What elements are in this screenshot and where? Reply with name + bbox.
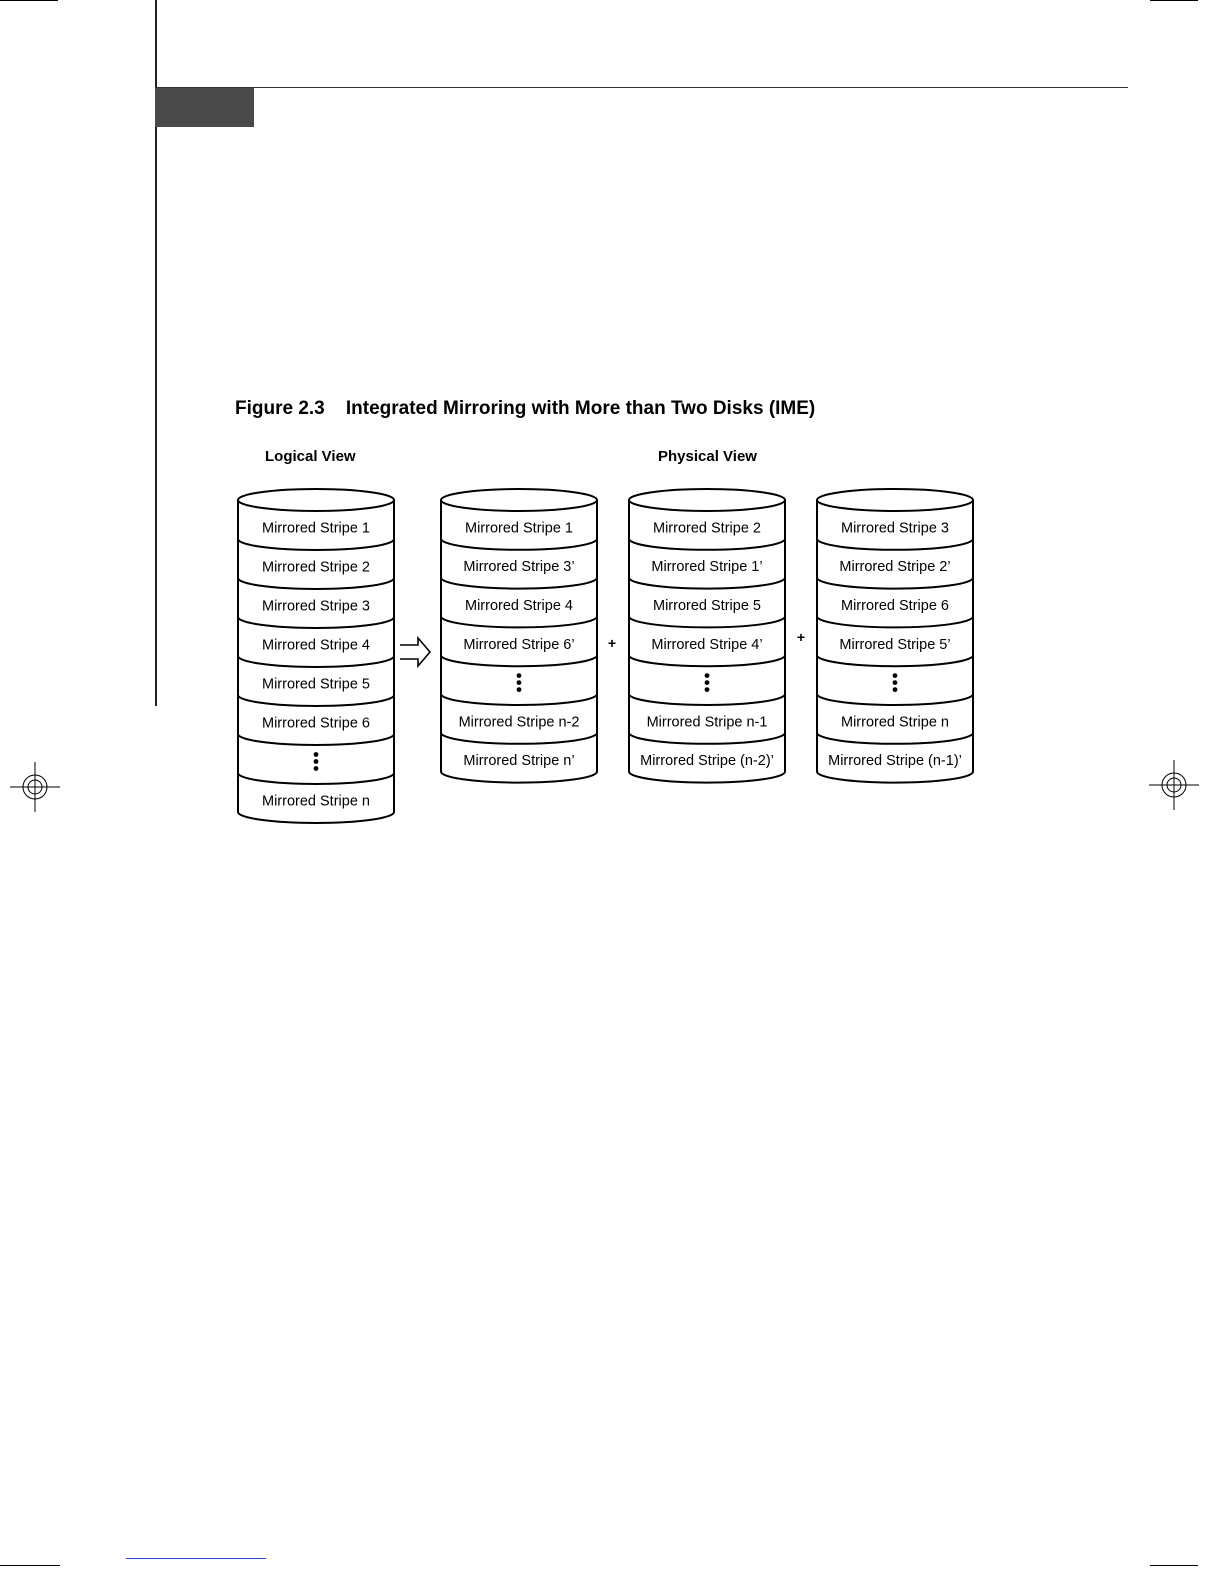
- stripe-label: Mirrored Stripe 5: [653, 598, 761, 614]
- stripe-label: Mirrored Stripe (n-1)’: [828, 753, 962, 770]
- stripe-label: Mirrored Stripe 6: [262, 715, 370, 732]
- plus-sign-2: +: [796, 629, 806, 645]
- disk-top: [441, 489, 597, 511]
- stripe-label: Mirrored Stripe n: [841, 714, 949, 731]
- stripe-label: Mirrored Stripe (n-2)’: [640, 753, 774, 770]
- maps-to-arrow-icon: [400, 638, 430, 666]
- ellipsis-dots-icon: [517, 673, 522, 692]
- logical-disk: [238, 489, 394, 823]
- ellipsis-dots-icon: [705, 673, 710, 692]
- stripe-label: Mirrored Stripe 3: [262, 598, 370, 615]
- stripe-label: Mirrored Stripe 5’: [839, 636, 951, 653]
- physical-disk-3: [817, 489, 973, 783]
- stripe-label: Mirrored Stripe 3: [841, 520, 949, 537]
- plus-sign-1: +: [607, 635, 617, 651]
- stripe-label: Mirrored Stripe 6: [841, 598, 949, 614]
- stripe-label: Mirrored Stripe 2’: [839, 559, 951, 576]
- stripe-label: Mirrored Stripe 1’: [651, 559, 763, 576]
- stripe-label: Mirrored Stripe 4: [262, 637, 370, 654]
- stripe-label: Mirrored Stripe n’: [463, 753, 575, 770]
- stripe-label: Mirrored Stripe n-1: [646, 714, 768, 731]
- disk-top: [817, 489, 973, 511]
- stripe-label: Mirrored Stripe 3’: [463, 559, 575, 576]
- ellipsis-dots-icon: [893, 673, 898, 692]
- stripe-label: Mirrored Stripe 6’: [463, 636, 575, 653]
- stripe-label: Mirrored Stripe 1: [262, 520, 370, 537]
- stripe-label: Mirrored Stripe n: [262, 793, 370, 810]
- stripe-label: Mirrored Stripe 4: [465, 598, 573, 614]
- logical-view-label: Logical View: [265, 448, 356, 465]
- physical-view-label: Physical View: [658, 448, 757, 465]
- stripe-label: Mirrored Stripe 1: [465, 520, 573, 537]
- stripe-label: Mirrored Stripe n-2: [458, 714, 580, 731]
- figure-caption: Figure 2.3 Integrated Mirroring with More than Two Disks (IME): [235, 398, 816, 419]
- ellipsis-dots-icon: [314, 752, 319, 771]
- stripe-label: Mirrored Stripe 2: [653, 520, 761, 537]
- disk-top: [238, 489, 394, 511]
- stripe-label: Mirrored Stripe 2: [262, 559, 370, 576]
- physical-disk-2: [629, 489, 785, 783]
- stripe-label: Mirrored Stripe 5: [262, 676, 370, 693]
- disk-body: [238, 500, 394, 823]
- stripe-label: Mirrored Stripe 4’: [651, 636, 763, 653]
- disk-top: [629, 489, 785, 511]
- physical-disk-1: [441, 489, 597, 783]
